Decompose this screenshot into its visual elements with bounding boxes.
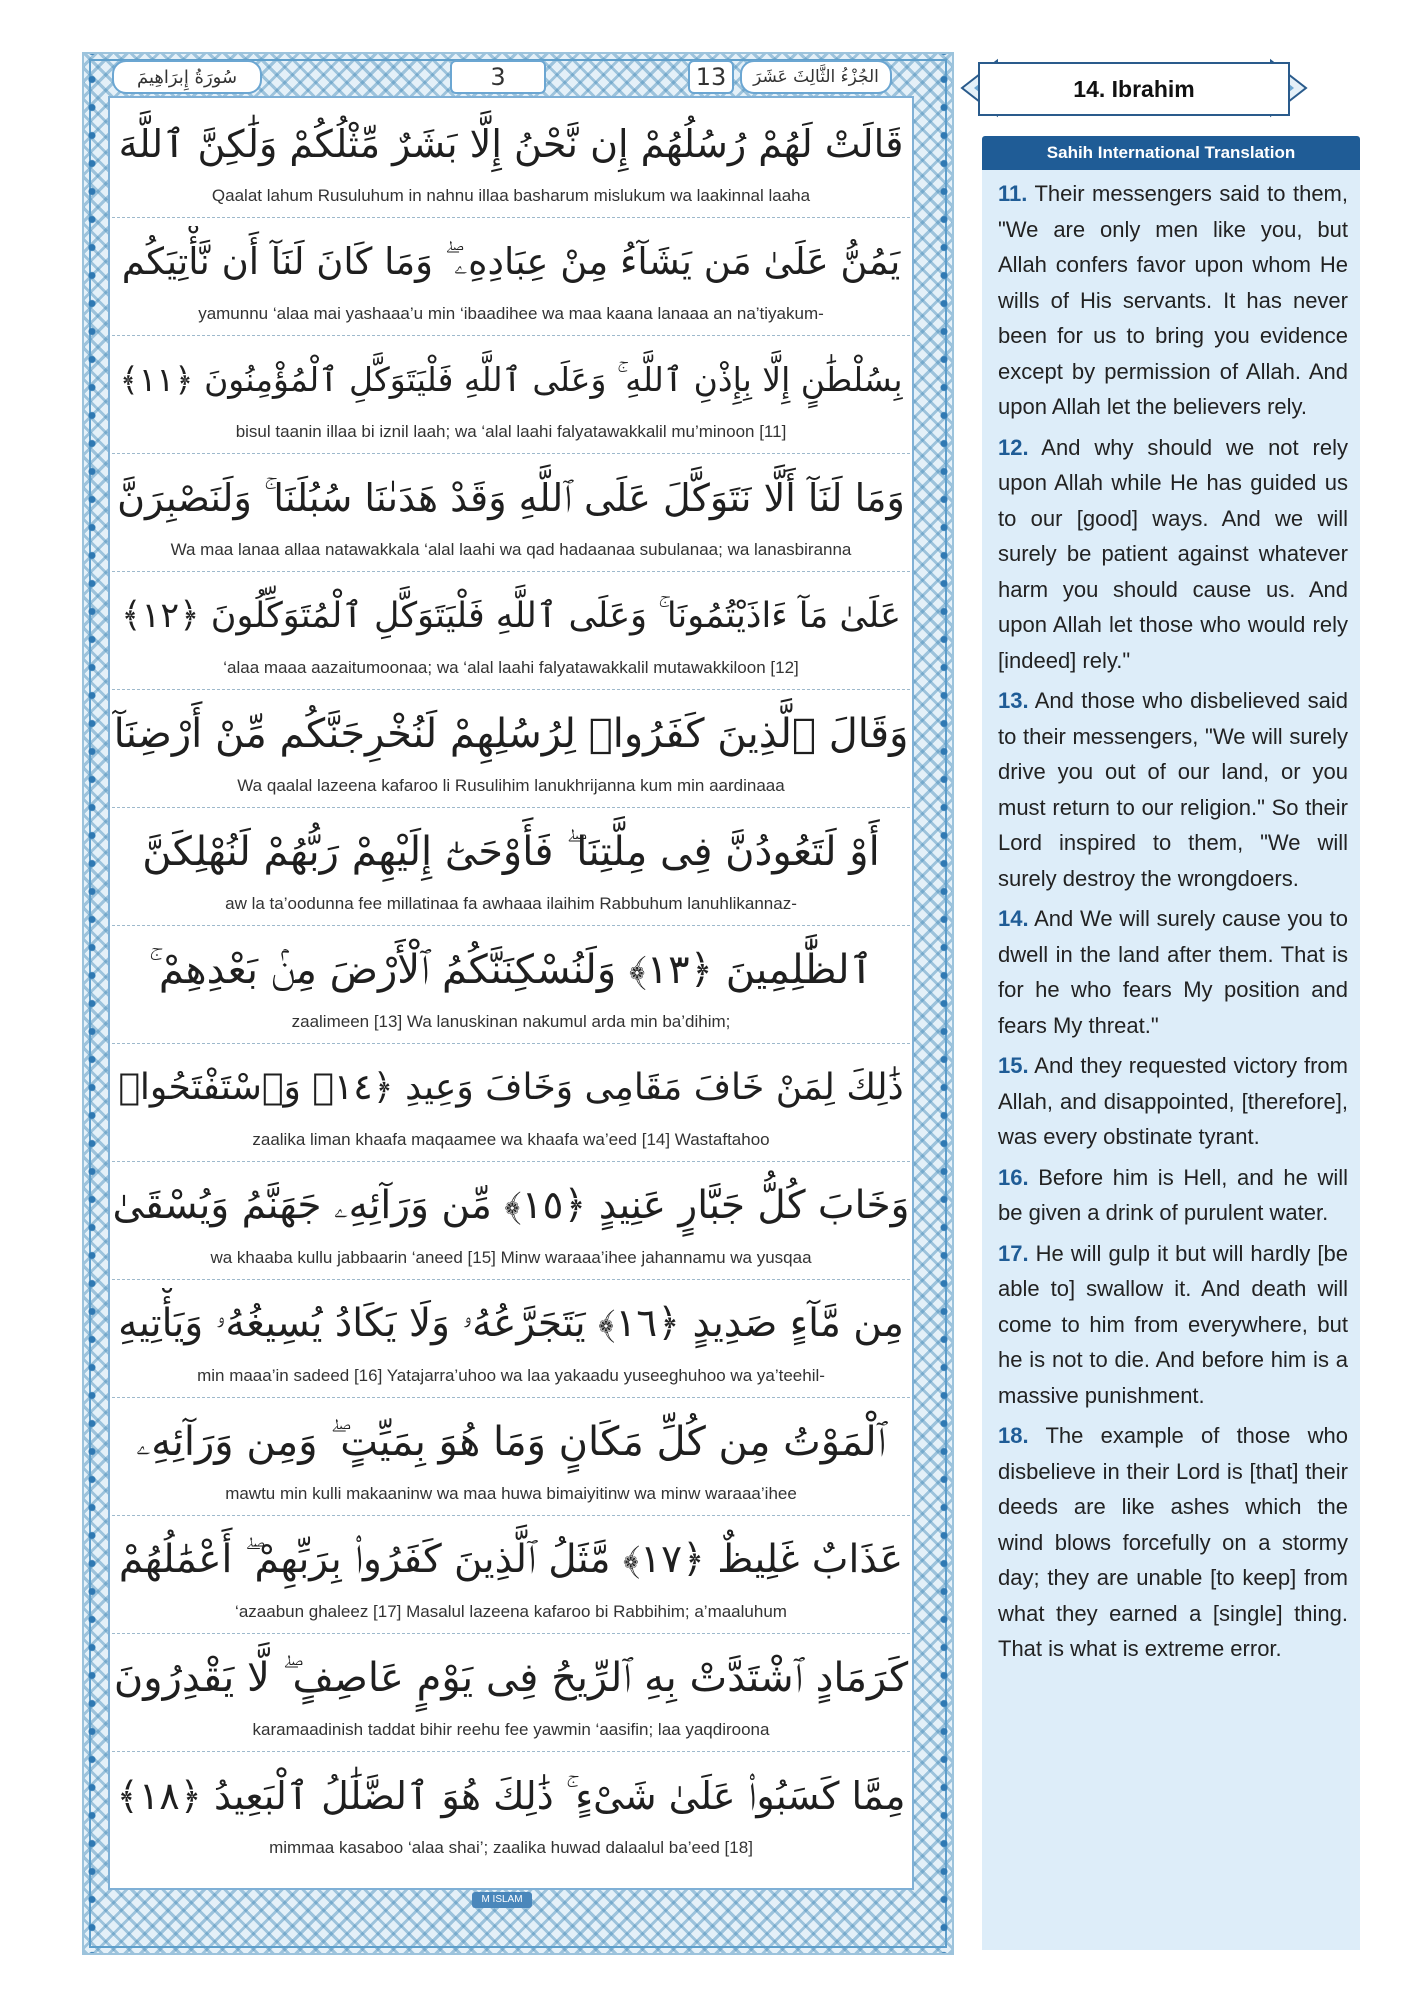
transliteration: ‘azaabun ghaleez [17] Masalul lazeena kafaroo bi Rabbihim; a’maaluhum [235, 1602, 787, 1621]
verse-line [112, 572, 910, 690]
verse-number: 17. [998, 1240, 1029, 1266]
verse-number: 11. [998, 181, 1028, 206]
translation-verse [998, 176, 1348, 425]
page-number: 3 [450, 60, 546, 94]
transliteration: ‘alaa maaa aazaitumoonaa; wa ‘alal laahi falyatawakkalil mutawakkiloon [12] [223, 658, 799, 677]
verse-text: And why should we not rely upon Allah while He has guided us to our [good] ways. And we will surely be patient against whatever harm you should cause us. And upon Allah let those who would rely [indeed] rely." [998, 434, 1348, 673]
verse-line [112, 1752, 910, 1870]
verse-number: 16. [998, 1164, 1029, 1190]
transliteration: aw la ta’oodunna fee millatinaa fa awhaaa ilaihim Rabbuhum lanuhlikannaz- [225, 894, 797, 913]
arabic-text: ٱلظَّٰلِمِينَ ﴿١٣﴾ وَلَنُسْكِنَنَّكُمُ ٱلْأَرْضَ مِنۢ بَعْدِهِمْ ۚ [148, 947, 874, 993]
transliteration: wa khaaba kullu jabbaarin ‘aneed [15] Minw waraaa’ihee jahannamu wa yusqaa [210, 1248, 812, 1267]
verse-text: And We will surely cause you to dwell in the land after them. That is for he who fears My position and fears My threat." [998, 906, 1348, 1038]
arabic-text: مِمَّا كَسَبُوا۟ عَلَىٰ شَىْءٍ ۚ ذَٰلِكَ هُوَ ٱلضَّلَٰلُ ٱلْبَعِيدُ ﴿١٨﴾ [116, 1774, 906, 1818]
verse-number: 15. [998, 1053, 1029, 1078]
arabic-text: عَلَىٰ مَآ ءَاذَيْتُمُونَا ۚ وَعَلَى ٱللَّهِ فَلْيَتَوَكَّلِ ٱلْمُتَوَكِّلُونَ ﴿١٢﴾ [121, 596, 901, 636]
verse-line [112, 454, 910, 572]
verse-line [112, 100, 910, 218]
transliteration: Wa maa lanaa allaa natawakkala ‘alal laahi wa qad hadaanaa subulanaa; wa lanasbiranna [170, 540, 852, 559]
translation-verse [998, 901, 1348, 1043]
translation-verse [998, 1236, 1348, 1414]
verse-line [112, 690, 910, 808]
verse-text: He will gulp it but will hardly [be able to] swallow it. And death will come to him from everywhere, but he is not to die. And before him is a massive punishment. [998, 1240, 1348, 1408]
transliteration: min maaa’in sadeed [16] Yatajarra’uhoo wa laa yakaadu yuseeghuhoo wa ya’teehil- [197, 1366, 825, 1385]
transliteration: Wa qaalal lazeena kafaroo li Rusulihim lanukhrijanna kum min aardinaaa [237, 776, 785, 795]
verse-line [112, 1280, 910, 1398]
transliteration: Qaalat lahum Rusuluhum in nahnu illaa basharum mislukum wa laakinnal laaha [211, 186, 811, 205]
translation-header: Sahih International Translation [982, 136, 1360, 170]
translation-verse [998, 430, 1348, 679]
arabic-text: وَقَالَ ٱلَّذِينَ كَفَرُوا۟ لِرُسُلِهِمْ لَنُخْرِجَنَّكُم مِّنْ أَرْضِنَآ [113, 711, 909, 757]
verse-text: Before him is Hell, and he will be given a drink of purulent water. [998, 1164, 1348, 1225]
transliteration: karamaadinish taddat bihir reehu fee yawmin ‘aasifin; laa yaqdiroona [252, 1720, 770, 1739]
frame-border-right [936, 54, 952, 1953]
verse-line [112, 218, 910, 336]
frame-border-left [84, 54, 100, 1953]
verse-line [112, 808, 910, 926]
transliteration: bisul taanin illaa bi iznil laah; wa ‘alal laahi falyatawakkalil mu’minoon [11] [235, 422, 787, 441]
arabic-text: أَوْ لَتَعُودُنَّ فِى مِلَّتِنَا ۖ فَأَوْحَىٰٓ إِلَيْهِمْ رَبُّهُمْ لَنُهْلِكَنَّ [142, 829, 880, 875]
verse-number: 18. [998, 1423, 1029, 1448]
arabic-text: وَمَا لَنَآ أَلَّا نَتَوَكَّلَ عَلَى ٱللَّهِ وَقَدْ هَدَىٰنَا سُبُلَنَا ۚ وَلَنَصْبِرَنَّ [117, 476, 905, 520]
translation-panel [982, 170, 1360, 1950]
verse-line [112, 1398, 910, 1516]
arabic-text: كَرَمَادٍ ٱشْتَدَّتْ بِهِ ٱلرِّيحُ فِى يَوْمٍ عَاصِفٍ ۖ لَّا يَقْدِرُونَ [113, 1655, 909, 1701]
arabic-text: يَمُنُّ عَلَىٰ مَن يَشَآءُ مِنْ عِبَادِهِۦ ۖ وَمَا كَانَ لَنَآ أَن نَّأْتِيَكُم [121, 240, 901, 283]
verse-line [112, 1162, 910, 1280]
verse-text: Their messengers said to them, "We are only men like you, but Allah confers favor upon whom He wills of His servants. It has never been for us to bring you evidence except by permission of Allah. And upon Allah let the believers rely. [998, 181, 1348, 419]
translation-verse [998, 1160, 1348, 1231]
surah-name-plate: سُورَةُ إِبرَاهِيمَ [112, 60, 262, 94]
verse-line [112, 1634, 910, 1752]
verse-text: And they requested victory from Allah, and disappointed, [therefore], was every obstinate tyrant. [998, 1053, 1348, 1149]
translation-verse [998, 683, 1348, 896]
transliteration: zaalimeen [13] Wa lanuskinan nakumul arda min ba’dihim; [291, 1012, 731, 1031]
verse-number: 14. [998, 906, 1029, 931]
translation-verse [998, 1418, 1348, 1667]
translation-verse [998, 1048, 1348, 1155]
juz-number: 13 [688, 60, 734, 94]
verse-text: And those who disbelieved said to their messengers, "We will surely drive you out of our land, or you must return to our religion." So their Lord inspired to them, "We will surely destroy the wrongdoers. [998, 688, 1348, 891]
verse-line [112, 926, 910, 1044]
arabic-text: قَالَتْ لَهُمْ رُسُلُهُمْ إِن نَّحْنُ إِلَّا بَشَرٌ مِّثْلُكُمْ وَلَٰكِنَّ ٱللَّهَ [118, 122, 904, 166]
transliteration: mawtu min kulli makaaninw wa maa huwa bimaiyitinw wa minw waraaa’ihee [225, 1484, 797, 1503]
transliteration: mimmaa kasaboo ‘alaa shai’; zaalika huwad dalaalul ba’eed [18] [269, 1838, 753, 1857]
surah-title: 14. Ibrahim [978, 62, 1290, 116]
arabic-text: ٱلْمَوْتُ مِن كُلِّ مَكَانٍ وَمَا هُوَ بِمَيِّتٍ ۖ وَمِن وَرَآئِهِۦ [136, 1419, 886, 1465]
verse-line [112, 1516, 910, 1634]
transliteration: zaalika liman khaafa maqaamee wa khaafa wa’eed [14] Wastaftahoo [252, 1130, 770, 1149]
arabic-text: وَخَابَ كُلُّ جَبَّارٍ عَنِيدٍ ﴿١٥﴾ مِّن وَرَآئِهِۦ جَهَنَّمُ وَيُسْقَىٰ [112, 1183, 910, 1228]
arabic-text: بِسُلْطَٰنٍ إِلَّا بِإِذْنِ ٱللَّهِ ۚ وَعَلَى ٱللَّهِ فَلْيَتَوَكَّلِ ٱلْمُؤْمِنُونَ ﴿١١﴾ [119, 360, 903, 399]
verse-number: 12. [998, 434, 1029, 460]
verse-line [112, 1044, 910, 1162]
arabic-text: مِن مَّآءٍ صَدِيدٍ ﴿١٦﴾ يَتَجَرَّعُهُۥ وَلَا يَكَادُ يُسِيغُهُۥ وَيَأْتِيهِ [118, 1301, 904, 1346]
verse-number: 13. [998, 688, 1029, 713]
transliteration: yamunnu ‘alaa mai yashaaa’u min ‘ibaadihee wa maa kaana lanaaa an na’tiyakum- [198, 304, 824, 323]
arabic-text: ذَٰلِكَ لِمَنْ خَافَ مَقَامِى وَخَافَ وَعِيدِ ﴿١٤﴾ وَٱسْتَفْتَحُوا۟ [118, 1067, 904, 1108]
juz-name-plate: الجُزْءُ الثَّالِثَ عَشَرَ [740, 60, 892, 94]
brand-badge: M ISLAM [472, 1892, 532, 1908]
verse-line [112, 336, 910, 454]
verse-text: The example of those who disbelieve in their Lord is [that] their deeds are like ashes which the wind blows forcefully on a stormy day; they are unable [to keep] from what they earned a [single] thing. That is what is extreme error. [998, 1423, 1348, 1661]
arabic-text: عَذَابٌ غَلِيظٌ ﴿١٧﴾ مَّثَلُ ٱلَّذِينَ كَفَرُوا۟ بِرَبِّهِمْ ۖ أَعْمَٰلُهُمْ [118, 1537, 904, 1582]
